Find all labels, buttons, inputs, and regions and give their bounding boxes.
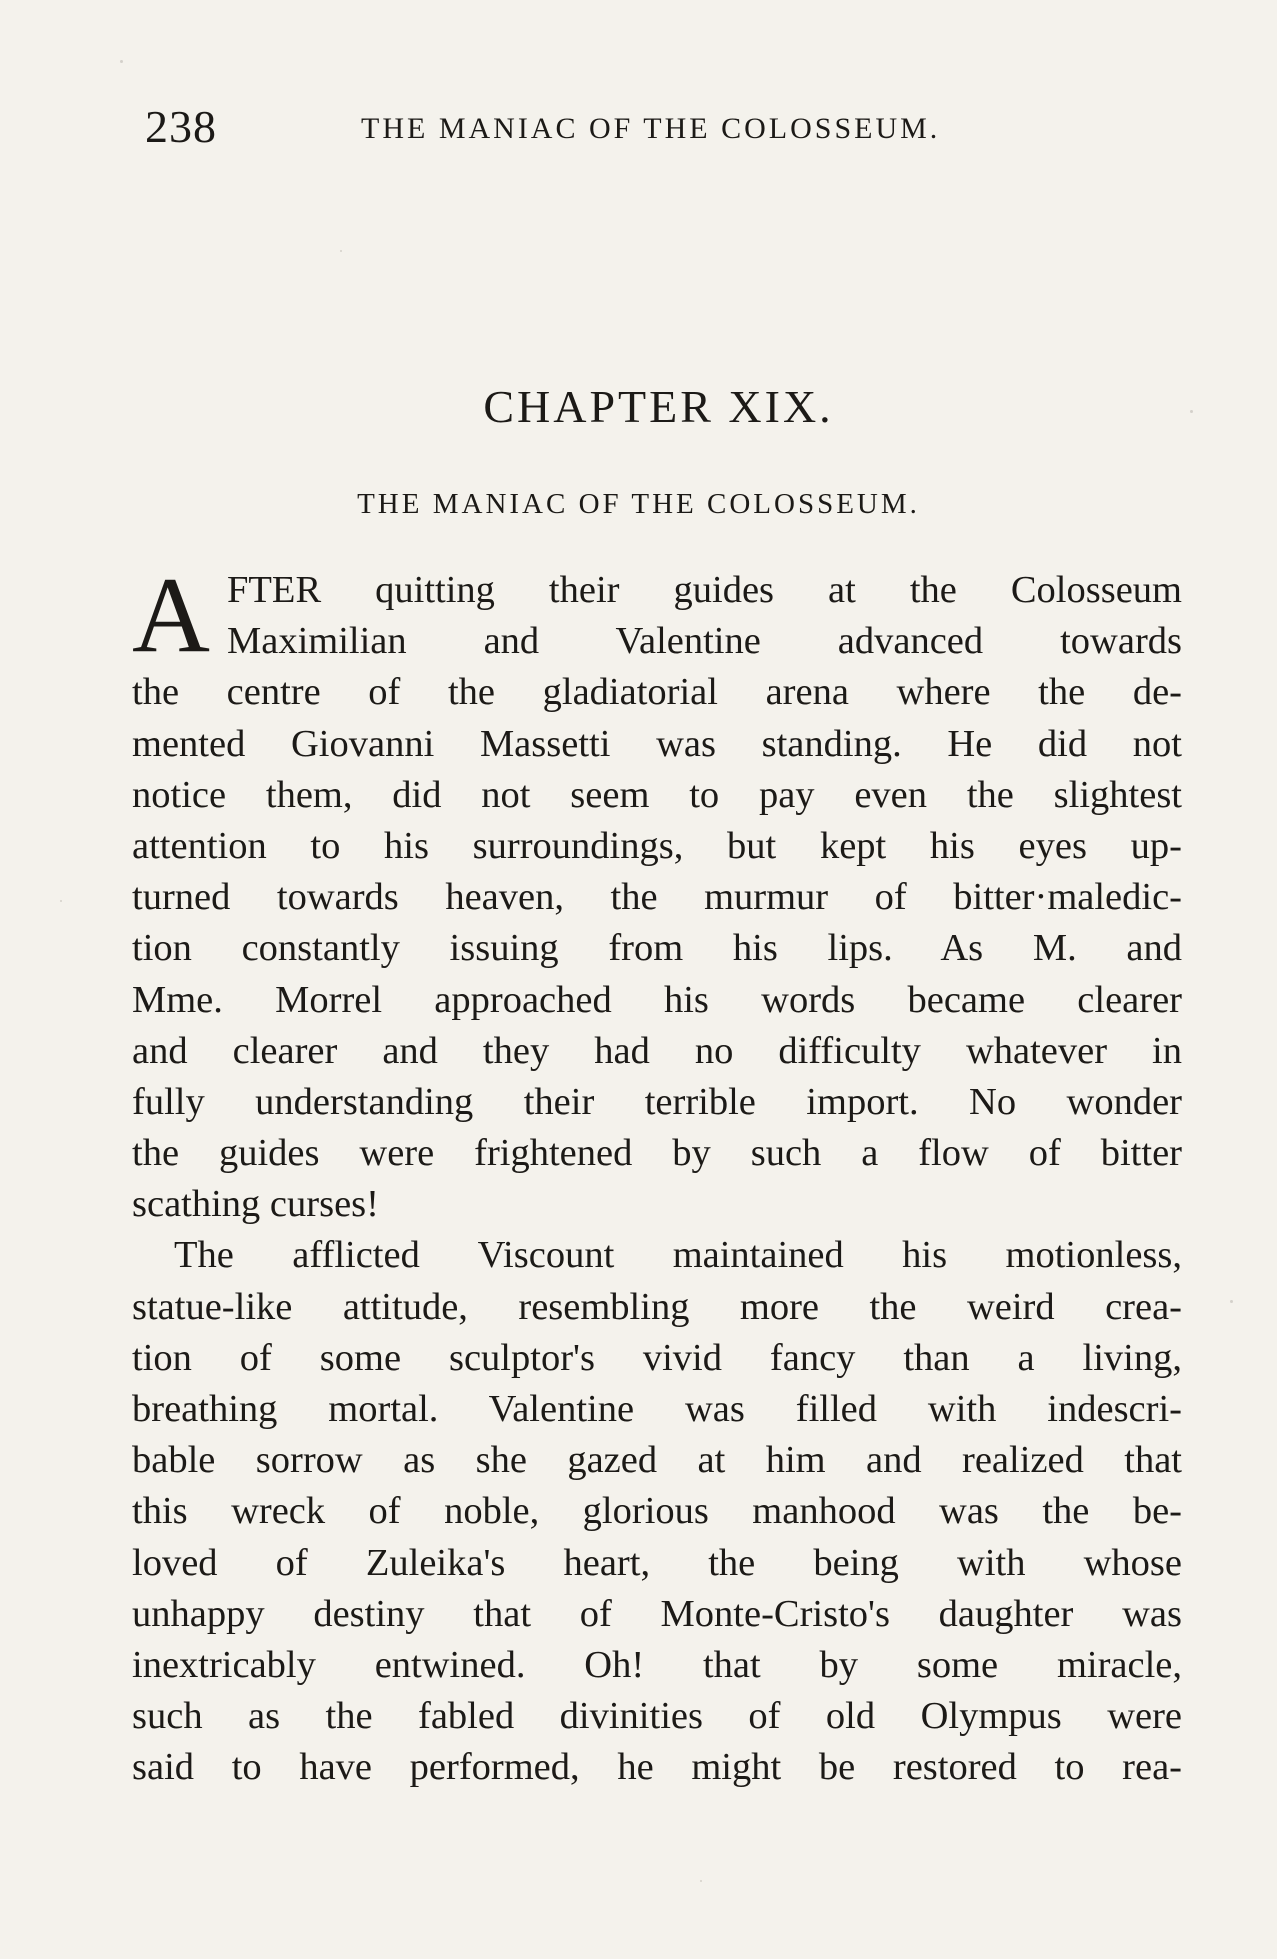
text-line: attention to his surroundings, but kept his eyes up- xyxy=(132,824,1182,867)
text-line: and clearer and they had no difficulty whatever in xyxy=(132,1029,1182,1072)
text-line: notice them, did not seem to pay even the slightest xyxy=(132,773,1182,816)
text-line: inextricably entwined. Oh! that by some miracle, xyxy=(132,1643,1182,1686)
text-line: this wreck of noble, glorious manhood was the be- xyxy=(132,1490,1182,1533)
drop-cap: A xyxy=(132,556,210,675)
text-line: scathing curses! xyxy=(132,1183,379,1226)
paper-speck xyxy=(60,900,62,902)
text-line: tion of some sculptor's vivid fancy than a living, xyxy=(132,1336,1182,1379)
text-line: the centre of the gladiatorial arena where the de- xyxy=(132,671,1182,714)
running-title: THE MANIAC OF THE COLOSSEUM. xyxy=(361,112,941,145)
text-line: fully understanding their terrible import. No wonder xyxy=(132,1080,1182,1123)
paragraph-2 xyxy=(132,1230,1182,1793)
page-number: 238 xyxy=(145,101,217,152)
paper-speck xyxy=(340,250,342,252)
text-line: breathing mortal. Valentine was filled with indescri- xyxy=(132,1388,1182,1430)
paper-speck xyxy=(700,1880,702,1882)
text-line: Maximilian and Valentine advanced towards xyxy=(227,620,1182,663)
paper-speck xyxy=(120,60,123,63)
chapter-subtitle: THE MANIAC OF THE COLOSSEUM. xyxy=(357,488,920,520)
text-line: turned towards heaven, the murmur of bitter·maledic- xyxy=(132,876,1182,919)
chapter-heading: CHAPTER XIX. xyxy=(483,381,834,432)
text-line: mented Giovanni Massetti was standing. He did not xyxy=(132,722,1182,765)
text-line: such as the fabled divinities of old Olympus were xyxy=(132,1695,1182,1738)
text-line: unhappy destiny that of Monte-Cristo's daughter was xyxy=(132,1592,1182,1635)
text-line: statue-like attitude, resembling more the weird crea- xyxy=(132,1285,1182,1328)
text-line: loved of Zuleika's heart, the being with whose xyxy=(132,1541,1182,1584)
text-line: tion constantly issuing from his lips. As M. and xyxy=(132,927,1182,970)
text-line: said to have performed, he might be restored to rea- xyxy=(132,1746,1182,1789)
text-line: The afflicted Viscount maintained his motionless, xyxy=(174,1234,1182,1277)
paragraph-1 xyxy=(132,556,1182,1230)
body-text xyxy=(132,556,1182,1794)
text-line: FTER quitting their guides at the Colosseum xyxy=(227,569,1182,611)
text-line: Mme. Morrel approached his words became clearer xyxy=(132,978,1182,1021)
text-line: bable sorrow as she gazed at him and realized that xyxy=(132,1439,1182,1482)
text-line: the guides were frightened by such a flow of bitter xyxy=(132,1132,1182,1175)
paper-speck xyxy=(1230,1300,1233,1303)
running-head xyxy=(145,100,1185,150)
